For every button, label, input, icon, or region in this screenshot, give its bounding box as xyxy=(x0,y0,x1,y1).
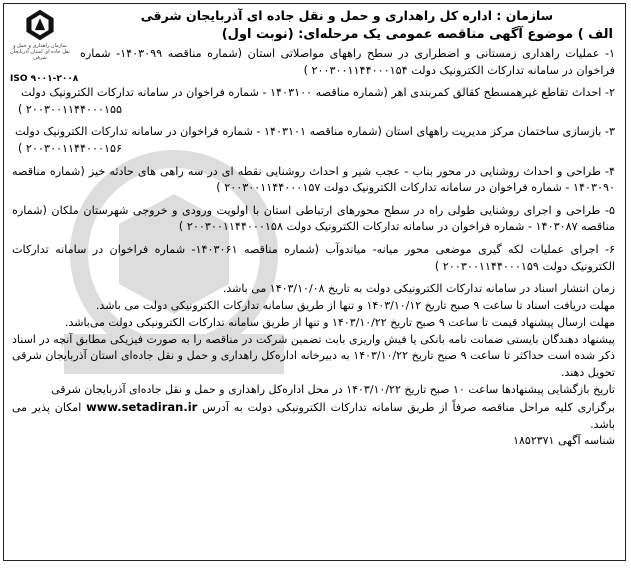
procedure-text-end: امکان پذیر می باشد. xyxy=(12,400,615,431)
iso-label: ISO ۹۰۰۱-۲۰۰۸ xyxy=(10,74,79,84)
tender-item-text: ۶- اجرای عملیات لکه گیری موضعی محور میانه- میاندوآب (شماره مناقصه ۱۴۰۳۰۶۱- شماره فراخوان در سامانه تدارکات الکترونیک دولت ۲۰۰۳۰۰۱۱۴۴۰۰۰۱۵۹ ) xyxy=(12,242,615,273)
tender-item xyxy=(12,242,615,275)
notice-header xyxy=(76,7,613,44)
tender-item-ref: ۲۰۰۳۰۰۱۱۴۴۰۰۰۱۵۵ ) xyxy=(18,102,123,116)
notice-body xyxy=(12,46,615,450)
organization-line: سازمان : اداره کل راهداری و حمل و نقل جاده ای آذربایجان شرقی xyxy=(140,8,553,23)
tender-item-text: ۵- طراحی و اجرای روشنایی طولی راه در سطح محورهای ارتباطی استان با اولویت ورودی و خروجی شهرستان ملکان (شماره مناقصه ۱۴۰۳۰۸۷ - شماره فراخوان در سامانه تدارکات الکترونیک دولت ۲۰۰۳۰۰۱۱۴۴۰۰۰۱۵۸ ) xyxy=(12,203,615,234)
tender-item-text: ۳- بازسازی ساختمان مرکز مدیریت راههای استان (شماره مناقصه ۱۴۰۳۱۰۱ - شماره فراخوان در سامانه تدارکات الکترونیک دولت xyxy=(14,125,615,139)
notice-heading: الف ) موضوع آگهی مناقصه عمومی یک مرحله‌ای: (نوبت اول) xyxy=(221,27,613,42)
logo-caption: سازمان راهداری و حمل و نقل جاده ای استان آذربایجان شرقی xyxy=(10,43,70,61)
tender-item-text: ۱- عملیات راهداری زمستانی و اضطراری در سطح راههای مواصلاتی استان (شماره مناقصه ۱۴۰۳۰۹۹- شماره فراخوان در سامانه تدارکات الکترونیک دولت ۲۰۰۳۰۰۱۱۴۴۰۰۰۱۵۴ ) xyxy=(80,47,616,77)
tender-item-text: ۴- طراحی و احداث روشنایی در محور بناب - عجب شیر و احداث روشنایی نقطه ای در سه راهی های حادثه خیز (شماره مناقصه ۱۴۰۳۰۹۰ - شماره فراخوان در سامانه تدارکات الکترونیک دولت ۲۰۰۳۰۰۱۱۴۴۰۰۰۱۵۷ ) xyxy=(12,164,615,195)
publish-date-note: زمان انتشار اسناد در سامانه تدارکات الکترونیکی دولت به تاریخ ۱۴۰۳/۱۰/۰۸ می باشد. xyxy=(222,282,615,296)
procedure-text: برگزاری کلیه مراحل مناقصه صرفاً از طریق سامانه تدارکات الکترونیکی دولت به آدرس xyxy=(202,400,615,414)
ministry-emblem-icon xyxy=(23,8,57,42)
tender-item xyxy=(12,203,615,236)
tender-item xyxy=(12,124,615,157)
website-link[interactable]: www.setadiran.ir xyxy=(86,399,198,414)
opening-date-note: تاریخ بازگشایی پیشنهادها ساعت ۱۰ صبح تاریخ ۱۴۰۳/۱۰/۲۲ در محل اداره‌کل راهداری و حمل و نقل جاده‌ای آذربایجان شرقی xyxy=(51,382,615,396)
tender-item-ref: ۲۰۰۳۰۰۱۱۴۴۰۰۰۱۵۶ ) xyxy=(18,141,123,155)
tender-item xyxy=(12,46,615,79)
tender-item-text: ۲- احداث تقاطع غیرهمسطح کقالق کمربندی اهر (شماره مناقصه ۱۴۰۳۱۰۰ - شماره فراخوان در سامانه تدارکات الکترونیک دولت xyxy=(21,86,615,100)
procedure-note xyxy=(12,399,615,434)
notice-details xyxy=(12,281,615,450)
receive-deadline-note: مهلت دریافت اسناد تا ساعت ۹ صبح تاریخ ۱۴۰۳/۱۰/۱۲ و تنها از طریق سامانه تدارکات الکترونیکی دولت می باشد. xyxy=(95,298,615,312)
guarantee-note: پیشنهاد دهندگان بایستی ضمانت نامه بانکی یا فیش واریزی بابت تضمین شرکت در مناقصه را به صورت فیزیکی مطابق آنچه در اسناد ذکر شده است حداکثر تا ساعت ۹ صبح تاریخ ۱۴۰۳/۱۰/۲۲ به دبیرخانه اداره‌کل راهداری و حمل و نقل جاده‌ای استان آذربایجان شرقی تحویل دهند. xyxy=(12,332,616,380)
tender-notice xyxy=(3,3,626,561)
tender-item xyxy=(12,85,615,118)
tender-item xyxy=(12,164,615,197)
submit-deadline-note: مهلت ارسال پیشنهاد قیمت تا ساعت ۹ صبح تاریخ ۱۴۰۳/۱۰/۲۲ و تنها از طریق سامانه تدارکات الکترونیکی دولت می‌باشد. xyxy=(64,315,615,329)
ad-id: شناسه آگهی ۱۸۵۲۳۷۱ xyxy=(513,434,615,448)
